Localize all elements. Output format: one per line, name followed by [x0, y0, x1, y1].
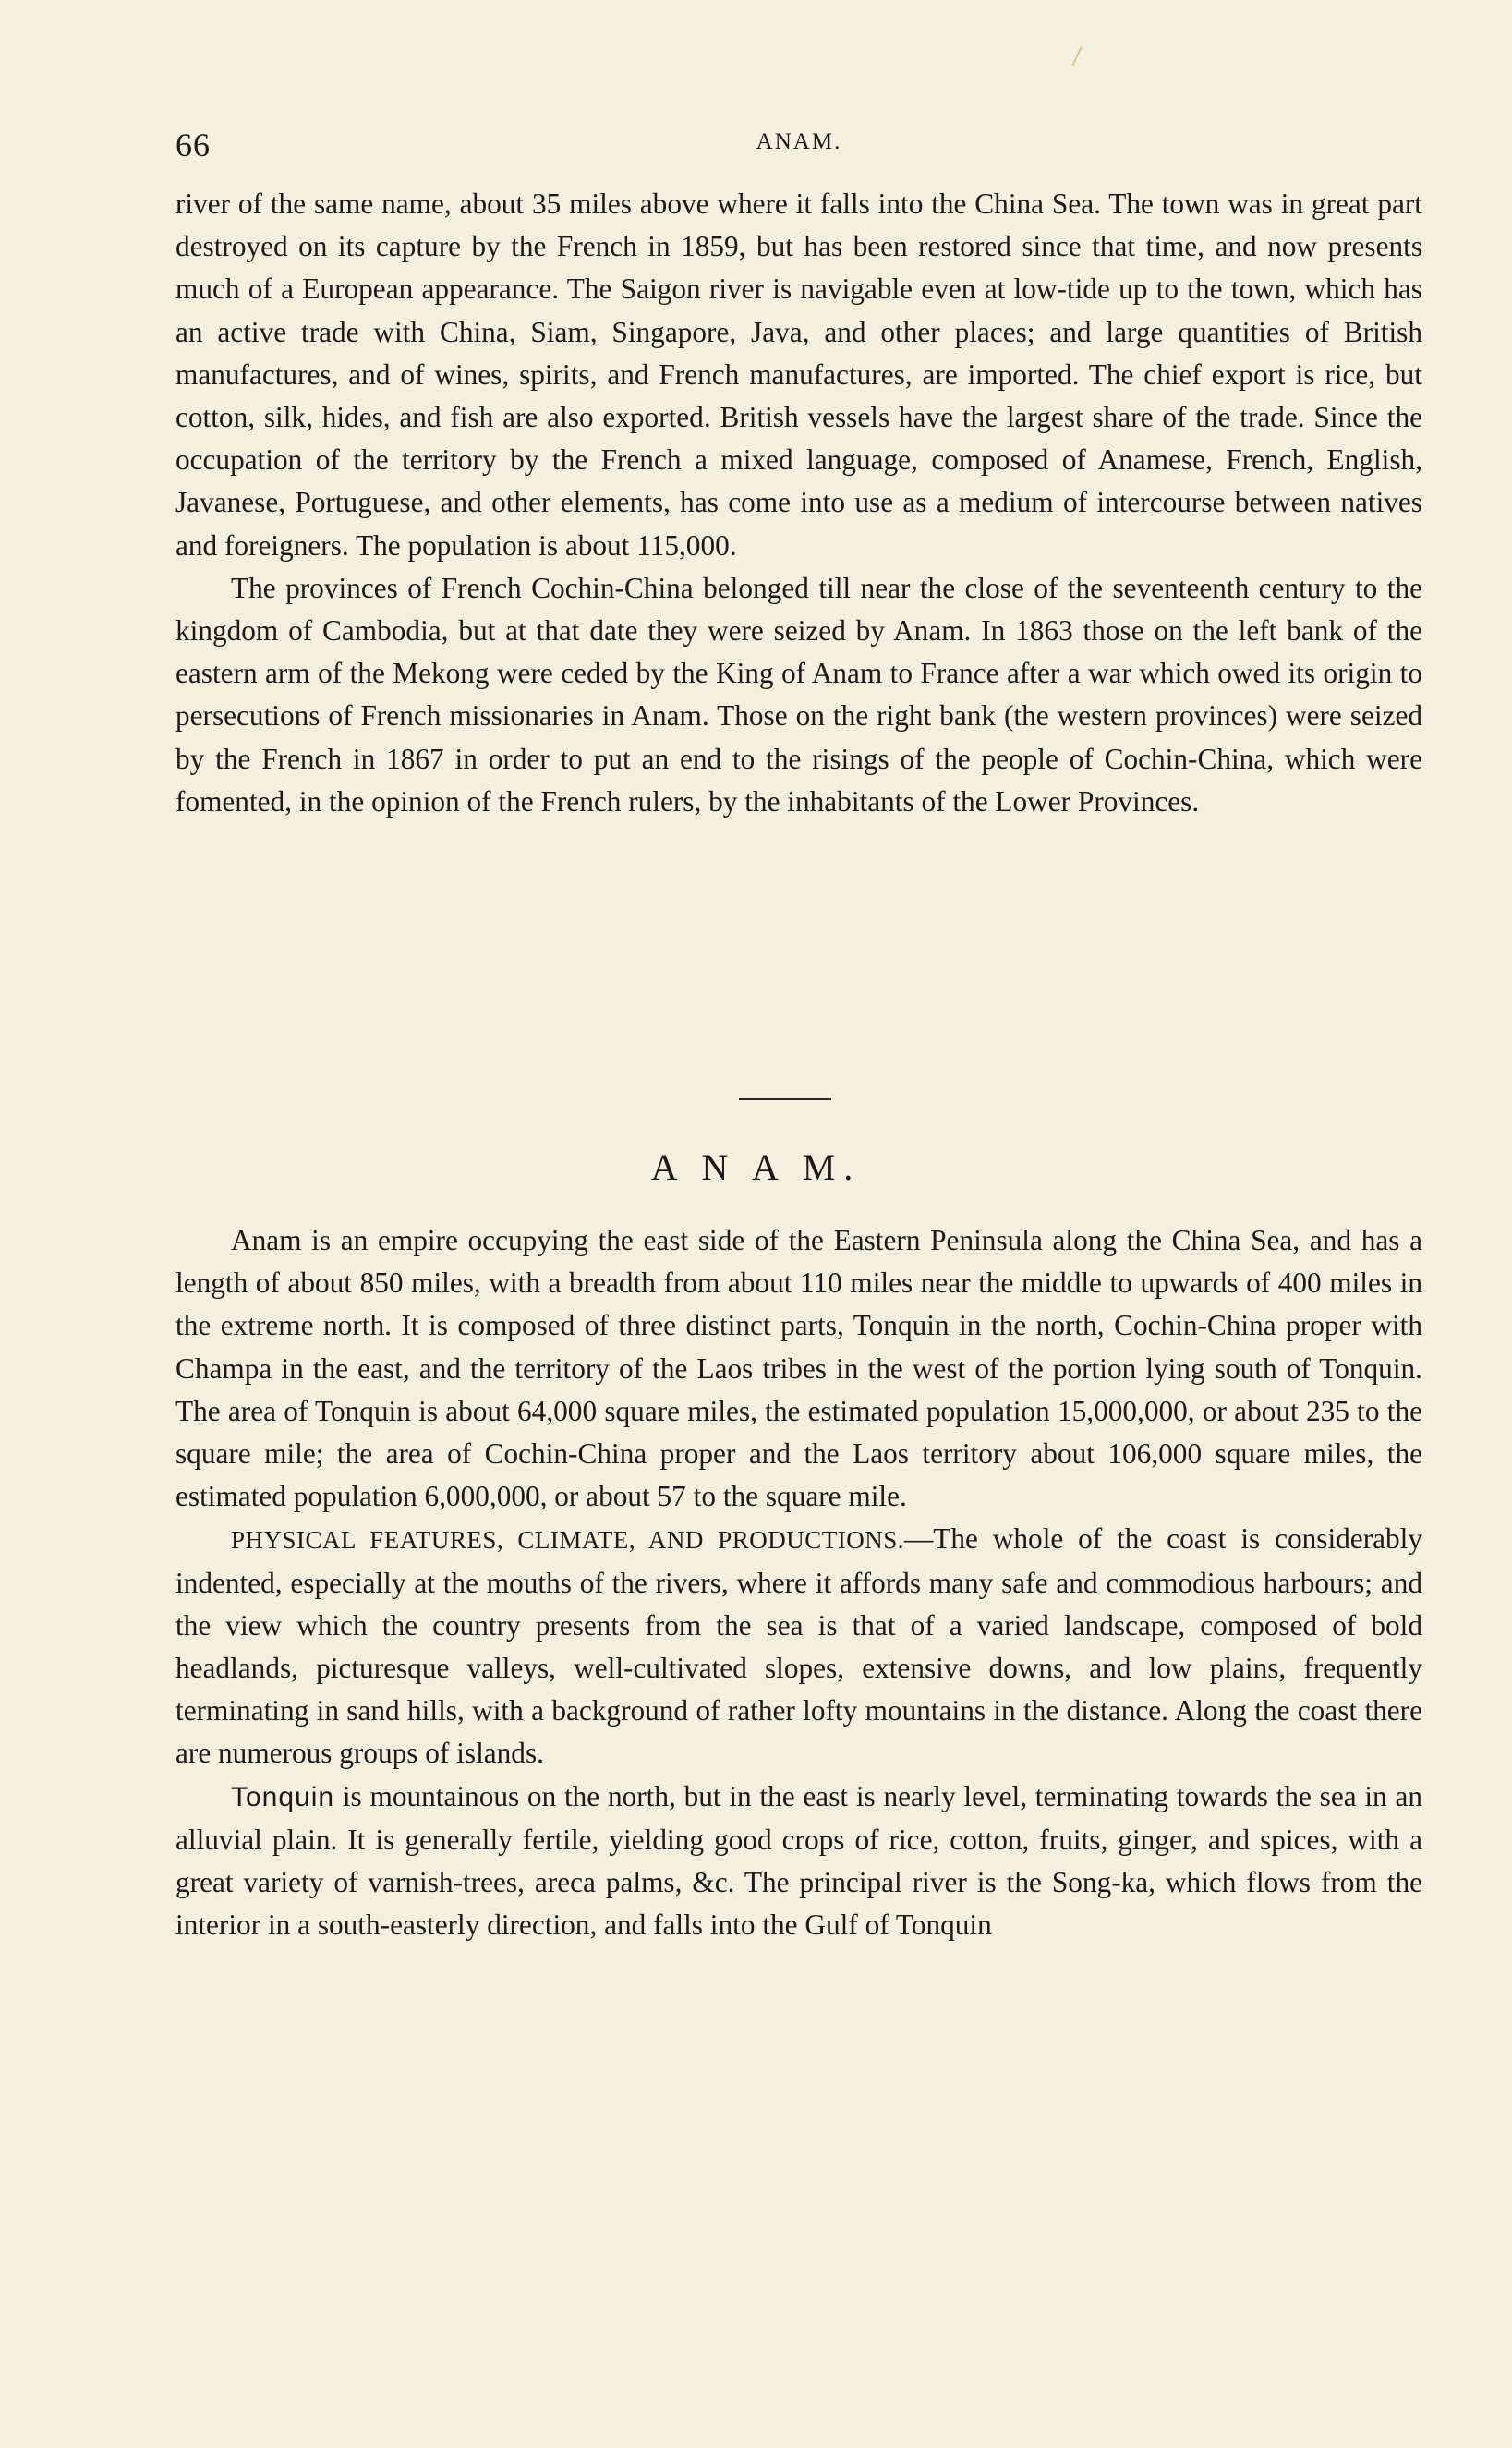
text-block-anam — [175, 1219, 1422, 1946]
running-title: ANAM. — [756, 129, 842, 154]
text-block-continued — [175, 183, 1422, 823]
stray-pencil-mark — [1071, 47, 1082, 67]
paragraph-lead-word: Tonquin — [231, 1781, 335, 1812]
paragraph-text: is mountainous on the north, but in the east is nearly level, terminating towards the sea in an alluvial plain. It is generally fertile, yielding good crops of rice, cotton, fruits, ginger, and spices, with a great variety of varnish-trees, areca palms, &c. The principal river is the Song-ka, which flows from the interior in a south-easterly direction, and falls into the Gulf of Tonquin — [175, 1779, 1422, 1942]
page-number: 66 — [175, 127, 211, 164]
running-head — [175, 126, 1422, 172]
paragraph — [175, 1518, 1422, 1775]
paragraph: Anam is an empire occupying the east side of the Eastern Peninsula along the China Sea, and has a length of about 850 miles, with a breadth from about 110 miles near the middle to upwards of 400 miles in the extreme north. It is composed of three distinct parts, Tonquin in the north, Cochin-China proper with Champa in the east, and the territory of the Laos tribes in the west of the portion lying south of Tonquin. The area of Tonquin is about 64,000 square miles, the estimated population 15,000,000, or about 235 to the square mile; the area of Cochin-China proper and the Laos territory about 106,000 square miles, the estimated population 6,000,000, or about 57 to the square mile. — [175, 1224, 1422, 1513]
paragraph-text: —The whole of the coast is considerably indented, especially at the mouths of the rivers, where it affords many safe and commodious harbours; and the view which the country presents from the sea is that of a varied landscape, composed of bold headlands, picturesque valleys, well-cultivated slopes, extensive downs, and low plains, frequently terminating in sand hills, with a background of rather lofty mountains in the distance. Along the coast there are numerous groups of islands. — [175, 1522, 1422, 1770]
paragraph — [175, 1775, 1422, 1947]
subsection-heading: PHYSICAL FEATURES, CLIMATE, AND PRODUCTIONS. — [231, 1526, 904, 1555]
paragraph: river of the same name, about 35 miles above where it falls into the China Sea. The town was in great part destroyed on its capture by the French in 1859, but has been restored since that time, and now presents much of a European appearance. The Saigon river is navigable even at low-tide up to the town, which has an active trade with China, Siam, Singapore, Java, and other places; and large quantities of British manufactures, and of wines, spirits, and French manufactures, are imported. The chief export is rice, but cotton, silk, hides, and fish are also exported. British vessels have the largest share of the trade. Since the occupation of the territory by the French a mixed language, composed of Anamese, French, English, Javanese, Portuguese, and other elements, has come into use as a medium of intercourse between natives and foreigners. The population is about 115,000. — [175, 188, 1422, 562]
section-title: A N A M. — [650, 1146, 862, 1188]
section-divider — [739, 1098, 831, 1100]
paragraph: The provinces of French Cochin-China belonged till near the close of the seventeenth century to the kingdom of Cambodia, but at that date they were seized by Anam. In 1863 those on the left bank of the eastern arm of the Mekong were ceded by the King of Anam to France after a war which owed its origin to persecutions of French missionaries in Anam. Those on the right bank (the western provinces) were seized by the French in 1867 in order to put an end to the risings of the people of Cochin-China, which were fomented, in the opinion of the French rulers, by the inhabitants of the Lower Provinces. — [175, 571, 1422, 818]
